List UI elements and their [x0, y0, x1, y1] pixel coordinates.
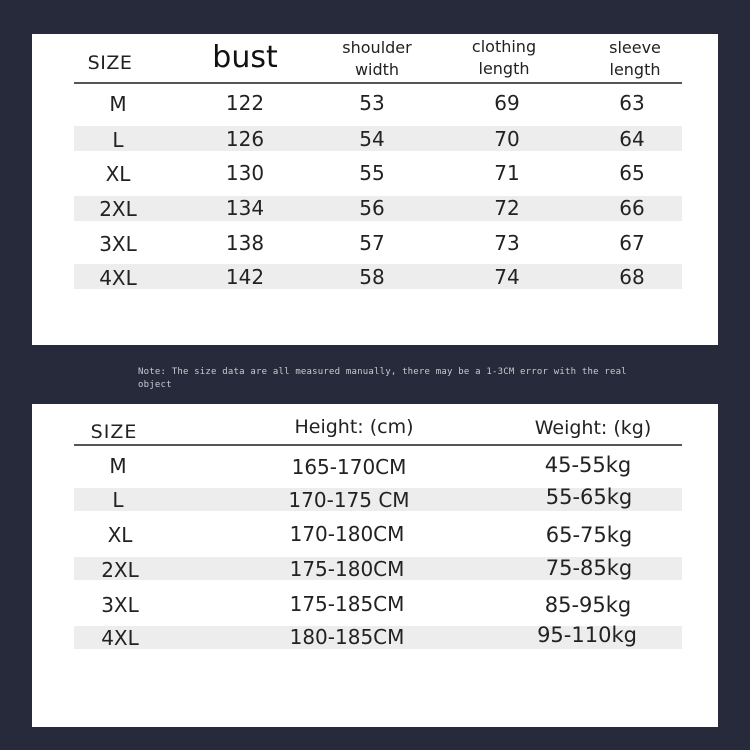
cell-bust: 142	[225, 265, 265, 289]
header-sleeve-length	[609, 37, 661, 81]
header-shoulder-line1: shoulder	[342, 38, 412, 57]
cell-weight: 45-55kg	[544, 453, 632, 477]
cell-size: M	[109, 454, 127, 478]
cell-sleeve: 63	[619, 91, 645, 115]
cell-sleeve: 65	[619, 161, 645, 185]
cell-weight: 55-65kg	[545, 485, 633, 509]
cell-clothing: 69	[494, 91, 520, 115]
header-size: SIZE	[90, 421, 138, 443]
cell-size: 3XL	[101, 593, 139, 617]
cell-height: 165-170CM	[291, 455, 407, 479]
cell-bust: 134	[225, 196, 265, 220]
cell-height: 170-180CM	[289, 522, 405, 546]
header-size: SIZE	[87, 52, 133, 74]
header-bust: bust	[212, 40, 278, 75]
header-shoulder-width	[342, 37, 411, 81]
cell-shoulder: 53	[359, 91, 385, 115]
cell-weight: 85-95kg	[544, 593, 632, 617]
header-divider	[74, 82, 682, 84]
cell-size: XL	[107, 523, 133, 547]
header-shoulder-line2: width	[354, 60, 400, 79]
cell-size: 4XL	[101, 626, 139, 650]
cell-height: 180-185CM	[289, 625, 405, 649]
header-clothing-line2: length	[478, 59, 530, 78]
header-clothing-line1: clothing	[471, 37, 537, 56]
height-weight-panel	[32, 404, 718, 727]
cell-weight: 75-85kg	[545, 556, 633, 580]
header-divider	[74, 444, 682, 446]
cell-size: 4XL	[99, 266, 137, 290]
cell-clothing: 70	[494, 127, 520, 151]
cell-clothing: 73	[494, 231, 520, 255]
header-sleeve-line2: length	[609, 60, 661, 79]
cell-weight: 65-75kg	[545, 523, 633, 547]
cell-shoulder: 56	[359, 196, 385, 220]
cell-weight: 95-110kg	[537, 623, 637, 647]
cell-clothing: 74	[494, 265, 520, 289]
cell-bust: 130	[225, 161, 265, 185]
cell-size: L	[112, 128, 124, 152]
measurement-note: Note: The size data are all measured manually, there may be a 1-3CM error with the real object	[138, 367, 627, 390]
header-weight: Weight: (kg)	[534, 417, 652, 439]
cell-height: 175-185CM	[289, 592, 405, 616]
cell-shoulder: 58	[359, 265, 385, 289]
header-height: Height: (cm)	[294, 416, 414, 438]
cell-sleeve: 67	[619, 231, 645, 255]
cell-height: 175-180CM	[289, 557, 405, 581]
cell-shoulder: 57	[359, 231, 385, 255]
cell-clothing: 72	[494, 196, 520, 220]
cell-size: L	[112, 488, 124, 512]
cell-bust: 126	[225, 127, 265, 151]
cell-size: M	[109, 92, 127, 116]
cell-bust: 122	[225, 91, 265, 115]
cell-bust: 138	[225, 231, 265, 255]
header-clothing-length	[472, 36, 536, 80]
size-chart-panel	[32, 34, 718, 345]
cell-clothing: 71	[494, 161, 520, 185]
cell-sleeve: 64	[619, 127, 645, 151]
cell-size: 3XL	[99, 232, 137, 256]
header-sleeve-line1: sleeve	[609, 38, 661, 57]
cell-sleeve: 68	[619, 265, 645, 289]
cell-shoulder: 54	[359, 127, 385, 151]
cell-sleeve: 66	[619, 196, 645, 220]
cell-size: 2XL	[101, 558, 139, 582]
cell-height: 170-175 CM	[288, 488, 410, 512]
cell-size: 2XL	[99, 197, 137, 221]
cell-size: XL	[105, 162, 131, 186]
cell-shoulder: 55	[359, 161, 385, 185]
